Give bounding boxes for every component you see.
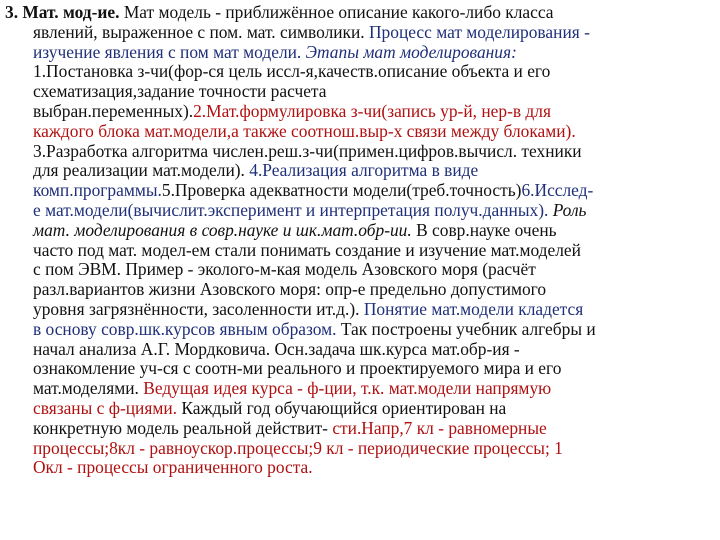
text-segment: схематизация,задание точности расчета — [33, 81, 327, 102]
text-segment: часто под мат. модел-ем стали понимать создание и изучение мат.моделей — [33, 239, 581, 260]
text-line — [33, 398, 506, 418]
text-line — [33, 220, 557, 240]
text-line — [5, 2, 553, 22]
text-segment: начал анализа А.Г. Мордковича. Осн.задача шк.курса мат.обр-ия - — [33, 338, 520, 359]
text-line — [33, 180, 593, 200]
text-line — [33, 279, 546, 299]
text-segment: в основу совр.шк.курсов явным образом. — [33, 318, 337, 339]
text-line — [33, 358, 561, 378]
text-segment: 4.Реализация алгоритма в виде — [249, 160, 479, 181]
text-segment: комп.программы. — [33, 180, 162, 201]
text-line — [33, 141, 582, 161]
text-line — [33, 438, 563, 458]
text-segment: выбран.переменных). — [33, 101, 194, 121]
text-segment: сти.Напр,7 кл - равномерные — [332, 417, 547, 438]
text-segment: ознакомление уч-ся с соотн-ми реального и проектируемого мира и его — [33, 358, 562, 379]
text-segment: 5.Проверка адекватности модели(треб.точность) — [161, 180, 522, 201]
text-segment: конкретную модель реальной действит- — [33, 417, 333, 438]
text-segment: явлений, выраженное с пом. мат. символики. — [33, 21, 369, 42]
text-segment: мат. моделирования в совр.науке и шк.мат.обр-ии. — [33, 219, 412, 240]
text-segment: 3.Разработка алгоритма числен.реш.з-чи(примен.цифров.вычисл. техники — [33, 140, 582, 161]
text-segment: Роль — [552, 200, 587, 220]
text-segment: Так построены учебник алгебры и — [336, 318, 596, 339]
text-line — [33, 240, 581, 260]
text-line — [33, 160, 478, 180]
text-segment: Понятие мат.модели кладется — [363, 299, 584, 319]
text-line — [33, 81, 326, 101]
text-segment: для реализации мат.модели). — [33, 160, 250, 181]
text-segment: Мат модель - приближённое описание какого-либо класса — [119, 2, 554, 22]
text-segment: связаны с ф-циями. — [33, 398, 178, 418]
text-segment: 1.Постановка з-чи(фор-ся цель иссл-я,качеств.описание объекта и его — [33, 61, 551, 82]
text-line — [33, 61, 550, 81]
text-line — [33, 339, 520, 359]
text-segment: Этапы мат моделирования: — [305, 41, 517, 62]
text-segment: с пом ЭВМ. Пример - эколого-м-кая модель Азовского моря (расчёт — [33, 259, 536, 280]
text-segment: процессы;8кл - равноускор.процессы;9 кл - периодические процессы; 1 — [33, 437, 563, 458]
text-segment: 2.Мат.формулировка з-чи(запись ур-й, нер-в для — [193, 101, 551, 121]
text-segment: Ведущая идея курса - ф-ции, т.к. мат.модели напрямую — [143, 378, 552, 399]
text-segment: 3. Мат. мод-ие. — [5, 2, 120, 22]
text-segment: Каждый год обучающийся ориентирован на — [177, 398, 507, 418]
text-segment: В совр.науке очень — [411, 219, 557, 240]
text-line — [33, 319, 596, 339]
text-segment: 6.Исслед- — [521, 180, 594, 201]
text-line — [33, 42, 517, 62]
text-segment: разл.вариантов жизни Азовского моря: опр-е предельно допустимого — [33, 279, 547, 300]
text-line — [33, 101, 551, 121]
text-line — [33, 299, 583, 319]
text-segment: уровня загрязнённости, засоленности ит.д.). — [33, 299, 364, 319]
text-segment: изучение явления с пом мат модели. — [33, 41, 306, 62]
text-line — [33, 121, 576, 141]
text-line — [33, 378, 551, 398]
text-line — [33, 259, 536, 279]
text-line — [33, 457, 313, 477]
text-segment: е мат.модели(вычислит.эксперимент и интерпретация получ.данных). — [33, 200, 553, 220]
text-line — [33, 418, 547, 438]
text-segment: Процесс мат моделирования - — [369, 21, 590, 42]
text-segment: Окл - процессы ограниченного роста. — [33, 457, 313, 478]
text-line — [33, 200, 586, 220]
text-segment: мат.моделями. — [33, 378, 144, 399]
text-line — [33, 22, 590, 42]
text-segment: каждого блока мат.модели,а также соотнош.выр-х связи между блоками). — [33, 120, 576, 141]
